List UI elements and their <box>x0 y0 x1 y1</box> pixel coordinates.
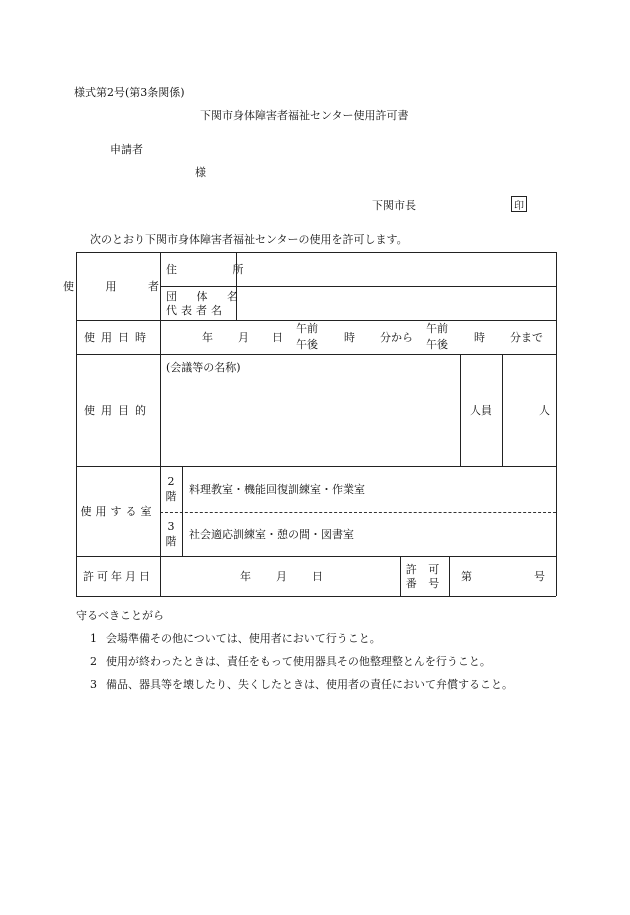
floor2-kai: 階 <box>165 490 177 503</box>
applicant-label: 申請者 <box>110 143 143 156</box>
note-item-2-text: 使用が終わったときは、責任をもって使用器具その他整理整とんを行うこと。 <box>106 655 491 668</box>
room-label: 使用する室 <box>80 504 156 518</box>
permit-month: 月 <box>276 570 287 583</box>
seal-mark: 印 <box>511 196 527 212</box>
start-am: 午前 <box>296 322 318 335</box>
purpose-label: 使用目的 <box>84 403 152 417</box>
floor2-rooms: 料理教室・機能回復訓練室・作業室 <box>189 483 365 496</box>
permit-no-dai: 第 <box>461 570 472 583</box>
permit-year: 年 <box>240 570 251 583</box>
representative-label: 代表者名 <box>166 303 226 317</box>
permit-day: 日 <box>312 570 323 583</box>
permit-no-label-top: 許 可 <box>405 562 444 576</box>
permit-no-label-bottom: 番 号 <box>405 576 444 590</box>
start-hour: 時 <box>344 331 355 344</box>
floor2-number: 2 <box>167 475 175 488</box>
permit-no-go: 号 <box>534 570 545 583</box>
address-field[interactable] <box>236 252 556 286</box>
group-name-field[interactable] <box>236 286 556 320</box>
note-item-2-number: 2 <box>90 655 97 668</box>
people-unit: 人 <box>539 404 550 417</box>
end-pm: 午後 <box>426 338 448 351</box>
start-pm: 午後 <box>296 338 318 351</box>
floor3-number: 3 <box>167 520 175 533</box>
note-item-1-number: 1 <box>90 632 97 645</box>
note-item-3-text: 備品、器具等を壊したり、失くしたときは、使用者の責任において弁償すること。 <box>106 678 513 691</box>
end-minute-to: 分まで <box>510 331 543 344</box>
use-day: 日 <box>272 331 283 344</box>
meeting-name-label: (会議等の名称) <box>166 361 241 374</box>
notes-heading: 守るべきことがら <box>76 609 164 622</box>
form-number: 様式第2号(第3条関係) <box>74 86 185 99</box>
note-item-3-number: 3 <box>90 678 97 691</box>
floor3-kai: 階 <box>165 535 177 548</box>
use-month: 月 <box>238 331 249 344</box>
end-am: 午前 <box>426 322 448 335</box>
intro-text: 次のとおり下関市身体障害者福祉センターの使用を許可します。 <box>90 233 408 246</box>
honorific-sama: 様 <box>195 166 206 179</box>
people-label: 人員 <box>470 403 492 417</box>
user-label: 使 用 者 <box>63 279 173 293</box>
use-year: 年 <box>202 331 213 344</box>
start-minute-from: 分から <box>380 331 413 344</box>
purpose-field[interactable] <box>160 376 460 466</box>
address-label: 住 所 <box>166 262 270 276</box>
document-title: 下関市身体障害者福祉センター使用許可書 <box>200 109 409 122</box>
group-name-label: 団 体 名 <box>166 289 246 303</box>
mayor-label: 下関市長 <box>372 199 416 212</box>
note-item-1-text: 会場準備その他については、使用者において行うこと。 <box>106 632 381 645</box>
floor3-rooms: 社会適応訓練室・憩の間・図書室 <box>189 528 354 541</box>
end-hour: 時 <box>474 331 485 344</box>
permit-date-label: 許可年月日 <box>83 569 153 583</box>
datetime-label: 使用日時 <box>84 330 152 344</box>
